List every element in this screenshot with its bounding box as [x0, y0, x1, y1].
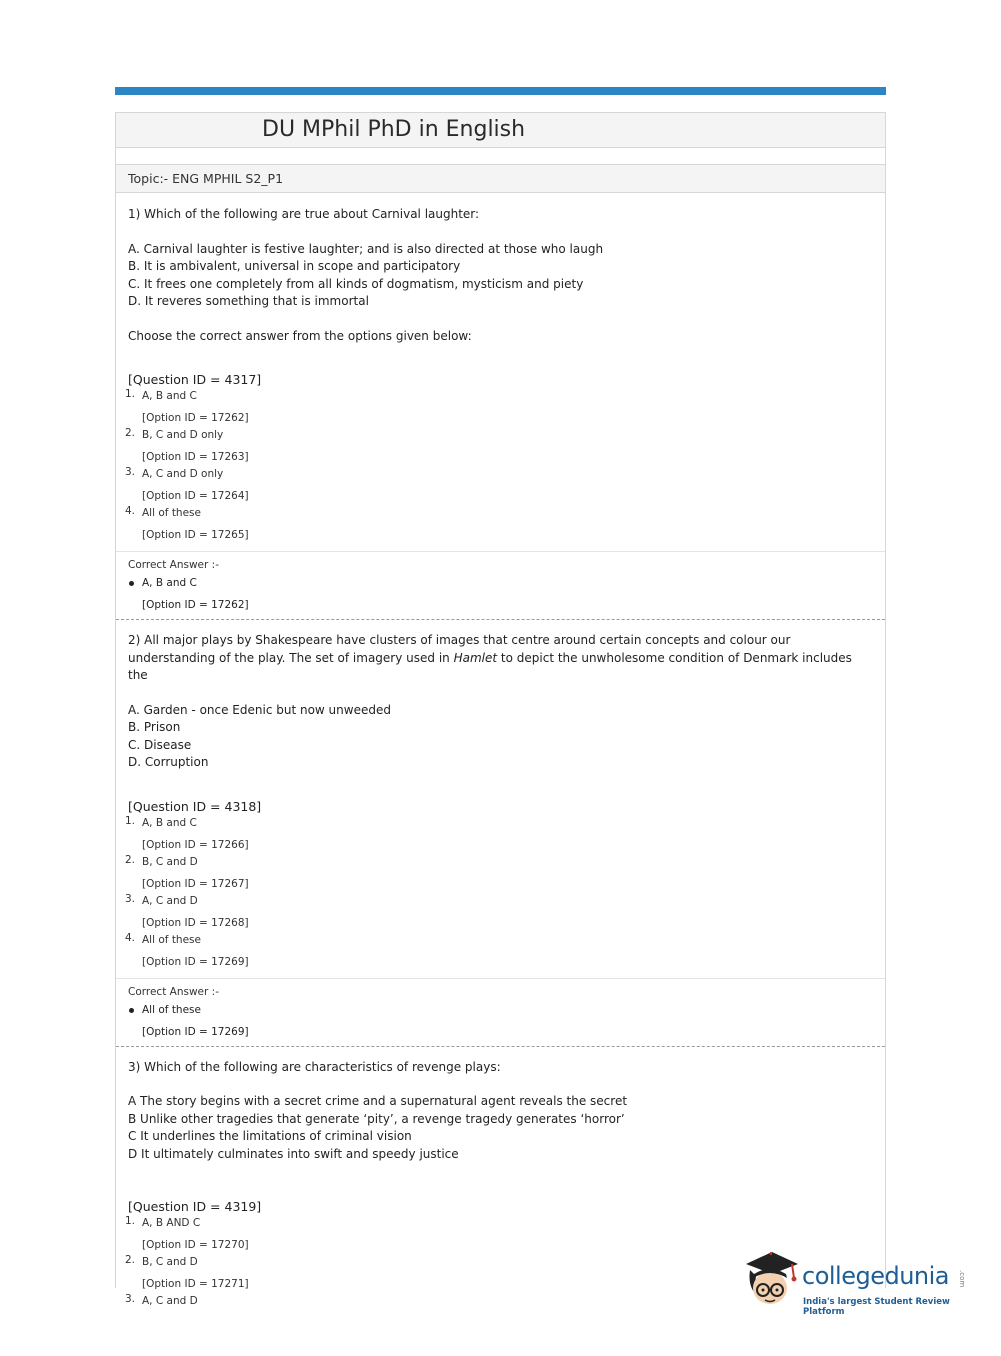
question-text: 3) Which of the following are characteristics of revenge plays: — [128, 1059, 501, 1074]
option-list — [125, 388, 873, 544]
topic-label: Topic:- ENG MPHIL S2_P1 — [128, 171, 284, 186]
option-id: [Option ID = 17264] — [142, 490, 249, 502]
option-item[interactable] — [125, 853, 873, 893]
option-id: [Option ID = 17269] — [142, 955, 249, 968]
option-list — [125, 814, 873, 971]
statement: A. Carnival laughter is festive laughter; and is also directed at those who laugh — [128, 241, 604, 256]
question-text: 1) Which of the following are true about Carnival laughter: — [128, 207, 480, 221]
option-text: A, B and C — [142, 390, 197, 402]
statement: B. Prison — [128, 720, 181, 734]
question-id: [Question ID = 4319] — [128, 1199, 262, 1214]
statement: D. It reveres something that is immortal — [128, 294, 369, 308]
option-number: 3. — [125, 892, 136, 905]
correct-answer-id: [Option ID = 17262] — [142, 599, 249, 611]
statement-list — [128, 702, 873, 772]
collegedunia-logo[interactable] — [742, 1250, 972, 1320]
statement: A. Garden - once Edenic but now unweeded — [128, 702, 391, 717]
statement: A The story begins with a secret crime and a supernatural agent reveals the secret — [128, 1094, 628, 1108]
question-divider — [116, 1046, 885, 1047]
option-item[interactable] — [125, 892, 873, 932]
option-id: [Option ID = 17262] — [142, 412, 249, 424]
header-accent-bar — [115, 87, 886, 95]
option-number: 1. — [125, 814, 136, 827]
question-paper — [115, 112, 886, 1307]
option-text: A, B AND C — [142, 1217, 201, 1229]
option-text: A, C and D — [142, 894, 198, 907]
option-item[interactable] — [125, 427, 873, 466]
statement: C. Disease — [128, 737, 192, 752]
option-item[interactable] — [125, 466, 873, 505]
correct-answer-box — [116, 551, 885, 613]
correct-answer-label: Correct Answer :- — [128, 559, 219, 571]
topic-box — [116, 165, 885, 193]
option-item[interactable] — [125, 931, 873, 971]
play-title: Hamlet — [453, 650, 498, 665]
correct-answer — [128, 575, 873, 591]
option-id: [Option ID = 17265] — [142, 529, 249, 541]
option-text: A, C and D only — [142, 468, 224, 480]
option-text: A, B and C — [142, 816, 197, 829]
option-number: 2. — [125, 427, 136, 439]
option-number: 4. — [125, 931, 136, 944]
option-id: [Option ID = 17263] — [142, 451, 249, 463]
option-number: 1. — [125, 1215, 136, 1227]
statement: D. Corruption — [128, 755, 209, 769]
option-text: B, C and D — [142, 1256, 198, 1268]
option-number: 2. — [125, 1254, 136, 1266]
option-id: [Option ID = 17268] — [142, 916, 249, 929]
logo-tagline: India's largest Student Review Platform — [803, 1297, 950, 1317]
option-item[interactable] — [125, 814, 873, 854]
page-title: DU MPhil PhD in English — [262, 117, 526, 142]
correct-answer-id: [Option ID = 17269] — [142, 1025, 249, 1038]
logo-suffix: .com — [958, 1270, 966, 1288]
option-number: 2. — [125, 853, 136, 866]
option-number: 3. — [125, 1293, 136, 1305]
option-number: 1. — [125, 388, 136, 400]
correct-answer — [128, 1002, 873, 1018]
correct-answer-text: A, B and C — [142, 577, 197, 589]
statement: C. It frees one completely from all kinds of dogmatism, mysticism and piety — [128, 276, 584, 291]
correct-answer-text: All of these — [142, 1003, 201, 1016]
bullet-icon — [129, 581, 134, 586]
option-number: 3. — [125, 466, 136, 478]
option-text: All of these — [142, 933, 201, 946]
bullet-icon — [129, 1008, 134, 1013]
option-id: [Option ID = 17271] — [142, 1278, 249, 1290]
option-item[interactable] — [125, 1215, 873, 1254]
option-item[interactable] — [125, 505, 873, 544]
question-divider — [116, 619, 885, 620]
correct-answer-box — [116, 978, 885, 1040]
option-text: B, C and D — [142, 855, 198, 868]
question-id: [Question ID = 4318] — [128, 798, 262, 814]
mascot-icon — [742, 1250, 802, 1320]
option-item[interactable] — [125, 388, 873, 427]
option-id: [Option ID = 17270] — [142, 1239, 249, 1251]
statement: B Unlike other tragedies that generate ‘pity’, a revenge tragedy generates ‘horror’ — [128, 1111, 625, 1126]
question-block-1 — [116, 193, 885, 620]
option-text: A, C and D — [142, 1295, 198, 1307]
question-text: 2) All major plays by Shakespeare have clusters of images that centre around certain concepts and colour our understanding of the play. The set of imagery used in Hamlet to depict the unwholesome condition of Denmark includes the — [128, 633, 852, 682]
question-block-2 — [116, 632, 885, 1047]
statement: D It ultimately culminates into swift and speedy justice — [128, 1146, 459, 1161]
question-id: [Question ID = 4317] — [128, 372, 262, 387]
statement: B. It is ambivalent, universal in scope and participatory — [128, 259, 461, 273]
title-box — [116, 113, 885, 148]
option-text: B, C and D only — [142, 429, 224, 441]
option-number: 4. — [125, 505, 136, 517]
option-id: [Option ID = 17266] — [142, 838, 249, 851]
choose-instruction: Choose the correct answer from the options given below: — [128, 328, 472, 343]
option-id: [Option ID = 17267] — [142, 877, 249, 890]
statement-list — [128, 241, 873, 311]
correct-answer-label: Correct Answer :- — [128, 985, 219, 998]
statement: C It underlines the limitations of criminal vision — [128, 1129, 412, 1143]
logo-wordmark: collegedunia — [802, 1262, 950, 1290]
statement-list — [128, 1093, 873, 1163]
option-text: All of these — [142, 507, 201, 519]
